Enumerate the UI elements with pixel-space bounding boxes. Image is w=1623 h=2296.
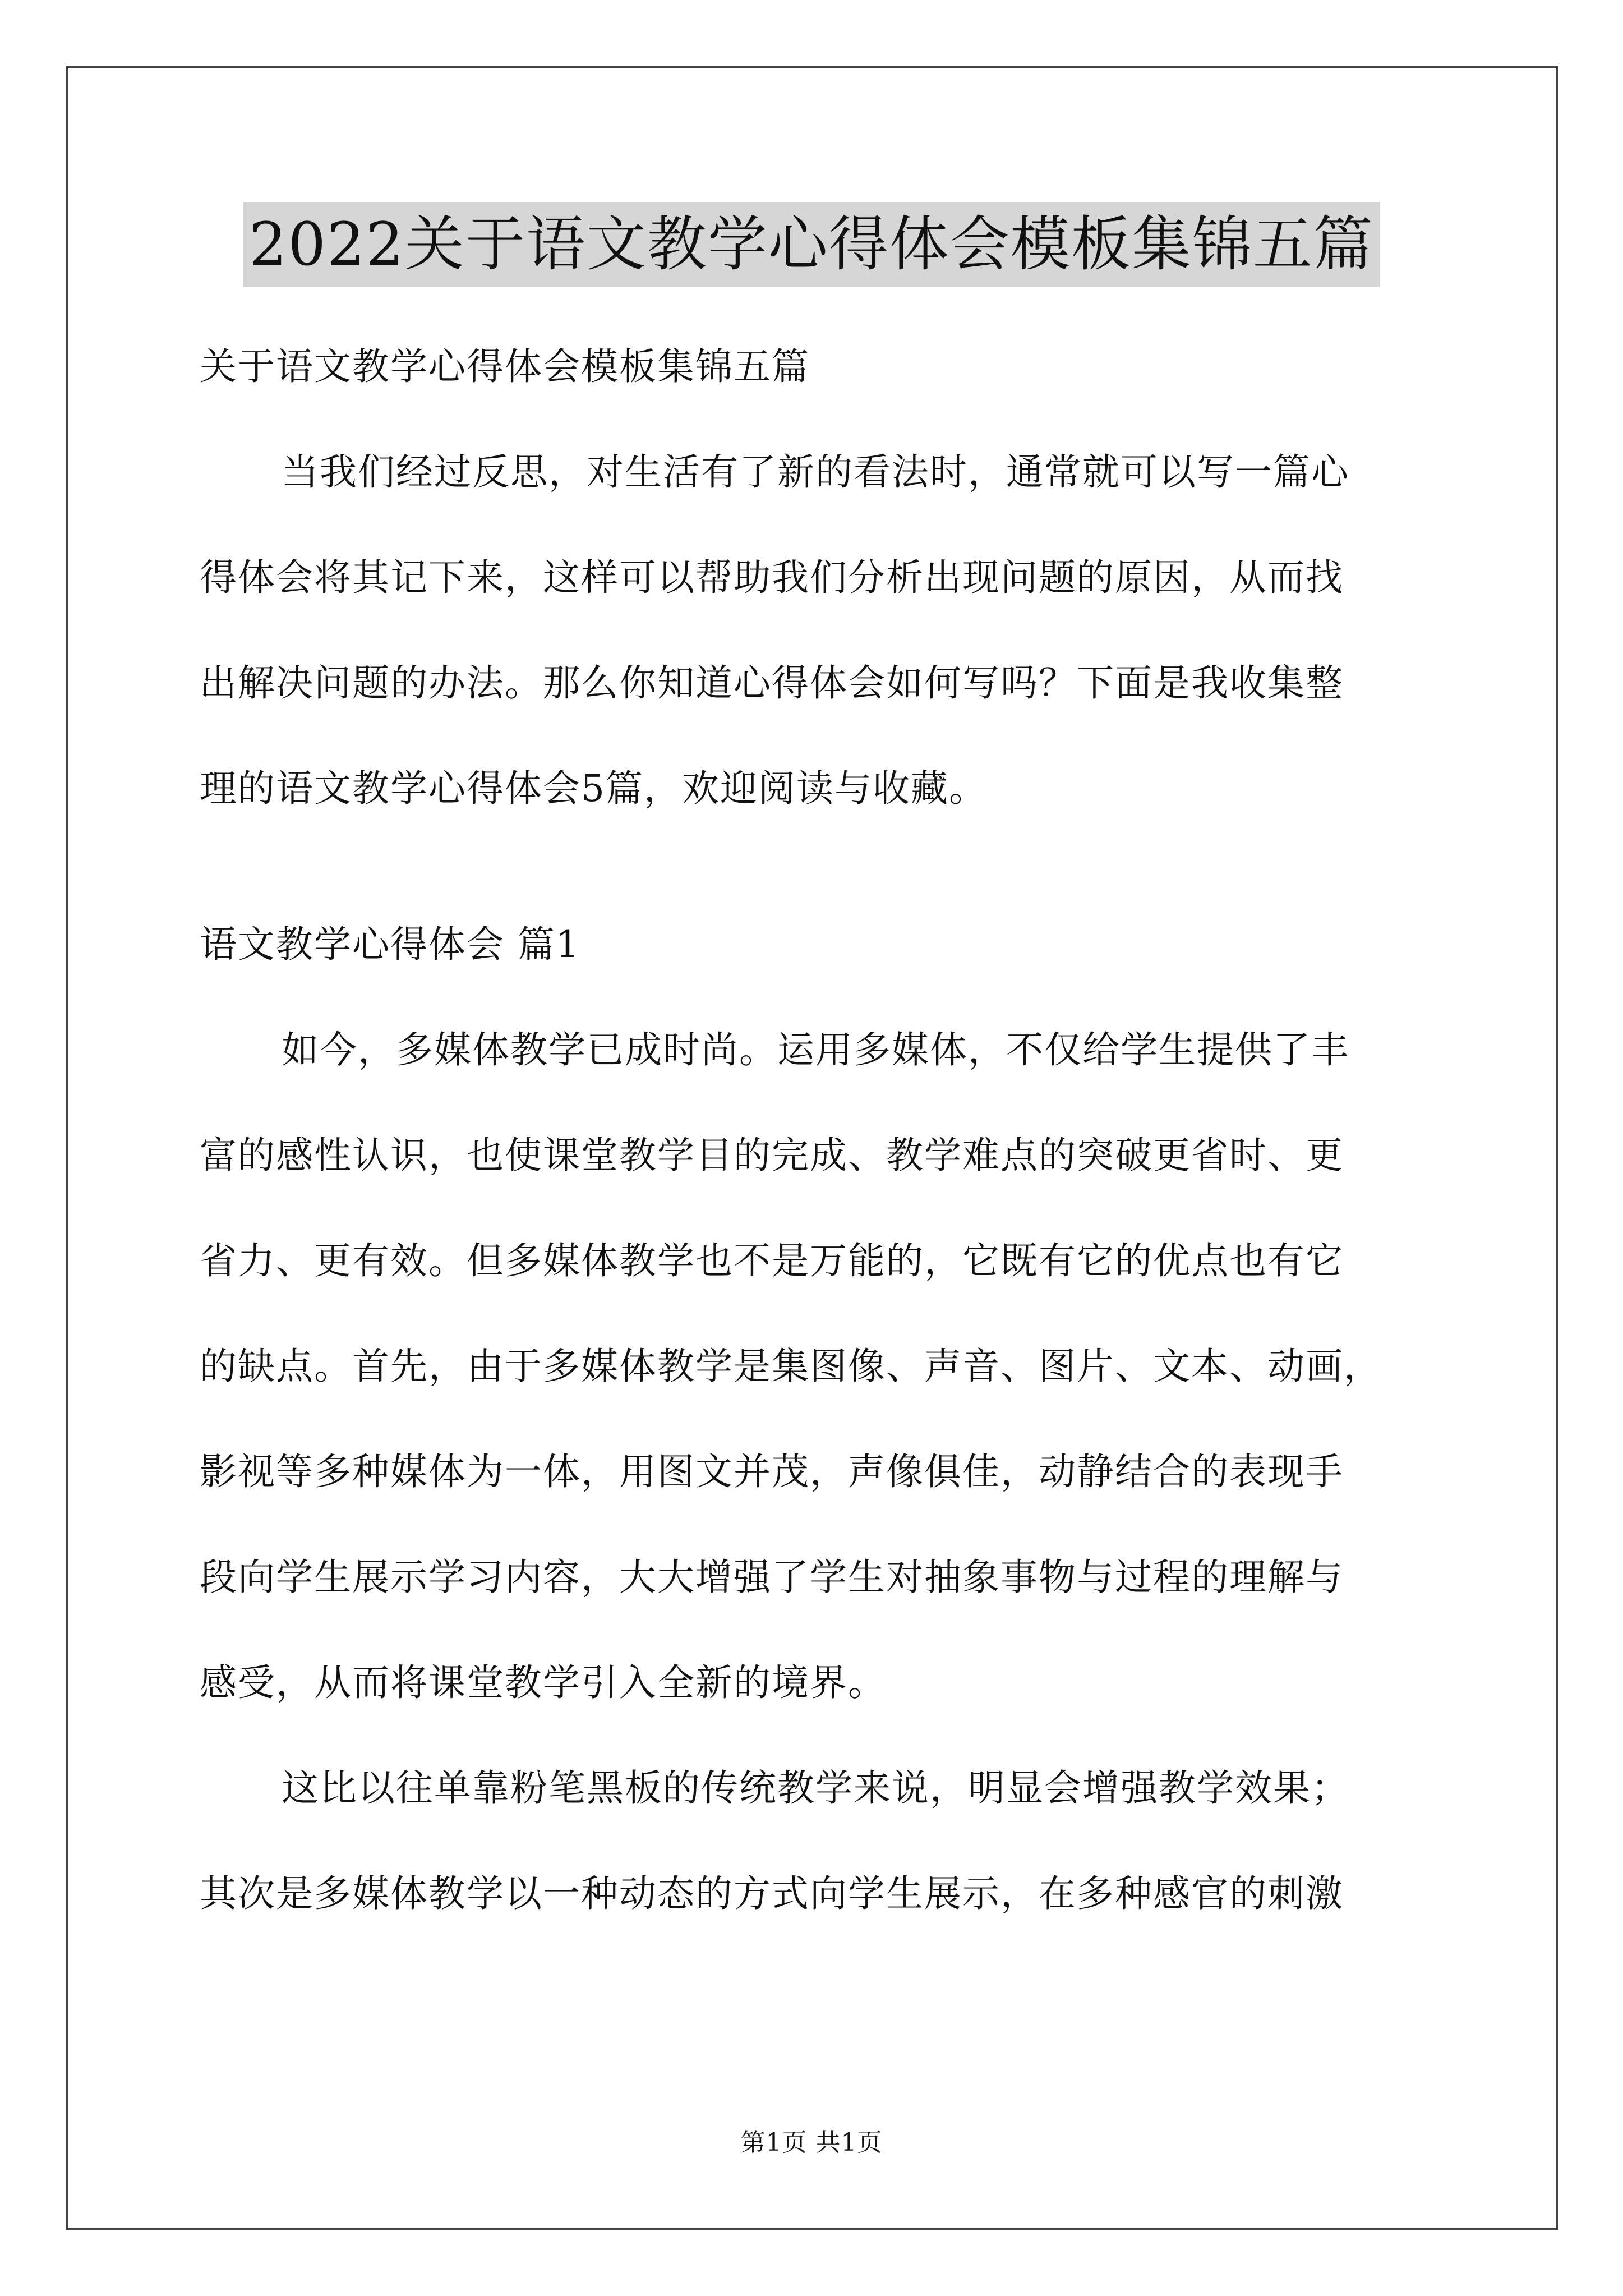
intro-line: 理的语文教学心得体会5篇，欢迎阅读与收藏。 — [200, 767, 987, 810]
paragraph-line: 这比以往单靠粉笔黑板的传统教学来说，明显会增强教学效果； — [282, 1766, 1349, 1810]
document-body — [200, 314, 1433, 1947]
paragraph-line: 段向学生展示学习内容，大大增强了学生对抽象事物与过程的理解与 — [200, 1556, 1344, 1599]
section-heading: 语文教学心得体会 篇1 — [200, 923, 580, 966]
intro-line: 得体会将其记下来，这样可以帮助我们分析出现问题的原因，从而找 — [200, 556, 1344, 599]
paragraph-line: 其次是多媒体教学以一种动态的方式向学生展示，在多种感官的刺激 — [200, 1872, 1344, 1915]
page-footer: 第1页 共1页 — [740, 2128, 883, 2157]
paragraph-line: 富的感性认识，也使课堂教学目的完成、教学难点的突破更省时、更 — [200, 1134, 1344, 1177]
section-gap — [200, 841, 1433, 892]
paragraph-line: 感受，从而将课堂教学引入全新的境界。 — [200, 1661, 886, 1704]
paragraph-line: 省力、更有效。但多媒体教学也不是万能的，它既有它的优点也有它 — [200, 1239, 1344, 1282]
paragraph-line: 影视等多种媒体为一体，用图文并茂，声像俱佳，动静结合的表现手 — [200, 1450, 1344, 1493]
subtitle: 关于语文教学心得体会模板集锦五篇 — [200, 345, 810, 388]
intro-line: 当我们经过反思，对生活有了新的看法时，通常就可以写一篇心 — [282, 450, 1349, 494]
paragraph-line: 的缺点。首先，由于多媒体教学是集图像、声音、图片、文本、动画， — [200, 1345, 1382, 1388]
paragraph-line: 如今，多媒体教学已成时尚。运用多媒体，不仅给学生提供了丰 — [282, 1028, 1349, 1071]
document-title: 2022关于语文教学心得体会模板集锦五篇 — [243, 202, 1380, 287]
intro-line: 出解决问题的办法。那么你知道心得体会如何写吗？下面是我收集整 — [200, 661, 1344, 705]
title-wrap — [0, 202, 1623, 287]
